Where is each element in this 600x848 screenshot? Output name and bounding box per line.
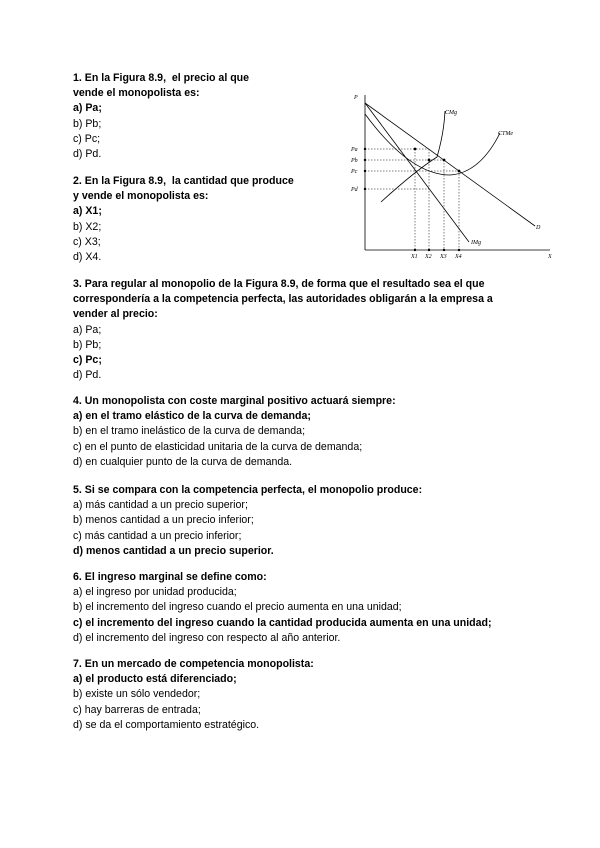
option-d: d) Pd. xyxy=(73,148,102,161)
option-d: d) Pd. xyxy=(73,369,102,382)
option-a: a) el producto está diferenciado; xyxy=(73,673,237,686)
question-stem-line: 7. En un mercado de competencia monopolista: xyxy=(73,658,314,670)
option-d: d) en cualquier punto de la curva de demanda. xyxy=(73,455,293,468)
option-c: c) en el punto de elasticidad unitaria de la curva de demanda; xyxy=(73,440,363,453)
equilibrium-points xyxy=(364,148,461,252)
question-stem-line: correspondería a la competencia perfecta, las autoridades obligarán a la empresa a xyxy=(73,293,493,306)
quantity-label-2: X2 xyxy=(425,254,432,260)
price-label-d: Pd xyxy=(351,187,358,193)
price-label-c: Pc xyxy=(351,169,358,175)
option-d: d) menos cantidad a un precio superior. xyxy=(73,544,274,557)
marginal-cost-label: CMg xyxy=(445,110,457,116)
option-c: c) X3; xyxy=(73,235,101,248)
question-stem-line: vende el monopolista es: xyxy=(73,87,200,100)
option-b: b) en el tramo inelástico de la curva de demanda; xyxy=(73,425,306,438)
option-c: c) Pc; xyxy=(73,354,102,367)
demand-curve xyxy=(365,103,535,226)
price-label-a: Pa xyxy=(351,147,358,153)
option-b: b) menos cantidad a un precio inferior; xyxy=(73,514,254,527)
question-3 xyxy=(73,277,533,383)
option-b: b) el incremento del ingreso cuando el precio aumenta en una unidad; xyxy=(73,601,402,614)
question-7 xyxy=(73,657,533,733)
price-label-b: Pb xyxy=(351,158,358,164)
question-stem-line: 6. El ingreso marginal se define como: xyxy=(73,571,267,583)
question-stem-line: 2. En la Figura 8.9, la cantidad que produce xyxy=(73,175,294,187)
option-c: c) Pc; xyxy=(73,132,101,145)
y-axis-label: P xyxy=(354,95,358,101)
average-total-cost-label: CTMe xyxy=(498,131,513,137)
option-c: c) más cantidad a un precio inferior; xyxy=(73,529,242,542)
monopoly-figure xyxy=(345,85,560,260)
option-d: d) se da el comportamiento estratégico. xyxy=(73,718,260,731)
option-b: b) X2; xyxy=(73,220,102,233)
option-a: a) el ingreso por unidad producida; xyxy=(73,586,237,599)
question-4 xyxy=(73,394,533,470)
question-stem-line: 3. Para regular al monopolio de la Figura 8.9, de forma que el resultado sea el que xyxy=(73,278,485,290)
question-2 xyxy=(73,174,313,265)
option-b: b) Pb; xyxy=(73,338,102,351)
option-a: a) en el tramo elástico de la curva de demanda; xyxy=(73,410,311,423)
quantity-label-4: X4 xyxy=(455,254,462,260)
question-stem-line: 5. Si se compara con la competencia perfecta, el monopolio produce: xyxy=(73,484,423,496)
option-b: b) Pb; xyxy=(73,117,102,130)
option-b: b) existe un sólo vendedor; xyxy=(73,688,201,701)
option-a: a) Pa; xyxy=(73,323,102,336)
marginal-cost-curve xyxy=(381,111,445,202)
average-total-cost-curve xyxy=(365,114,500,175)
demand-label: D xyxy=(536,225,541,231)
option-a: a) Pa; xyxy=(73,102,102,115)
option-a: a) X1; xyxy=(73,205,102,218)
option-d: d) el incremento del ingreso con respecto al año anterior. xyxy=(73,631,341,644)
marginal-revenue-label: IMg xyxy=(471,240,481,246)
question-stem-line: 4. Un monopolista con coste marginal positivo actuará siempre: xyxy=(73,395,396,407)
question-1 xyxy=(73,71,293,162)
x-axis-label: X xyxy=(548,254,552,260)
option-c: c) hay barreras de entrada; xyxy=(73,703,201,716)
question-5 xyxy=(73,483,533,559)
question-6 xyxy=(73,570,533,646)
quantity-label-3: X3 xyxy=(440,254,447,260)
option-d: d) X4. xyxy=(73,251,102,264)
option-c: c) el incremento del ingreso cuando la cantidad producida aumenta en una unidad; xyxy=(73,616,492,629)
question-stem-line: 1. En la Figura 8.9, el precio al que xyxy=(73,72,250,84)
question-stem-line: vender al precio: xyxy=(73,308,158,321)
marginal-revenue-curve xyxy=(365,103,469,242)
question-stem-line: y vende el monopolista es: xyxy=(73,190,209,203)
option-a: a) más cantidad a un precio superior; xyxy=(73,499,248,512)
quantity-label-1: X1 xyxy=(411,254,418,260)
price-guides xyxy=(365,149,459,189)
